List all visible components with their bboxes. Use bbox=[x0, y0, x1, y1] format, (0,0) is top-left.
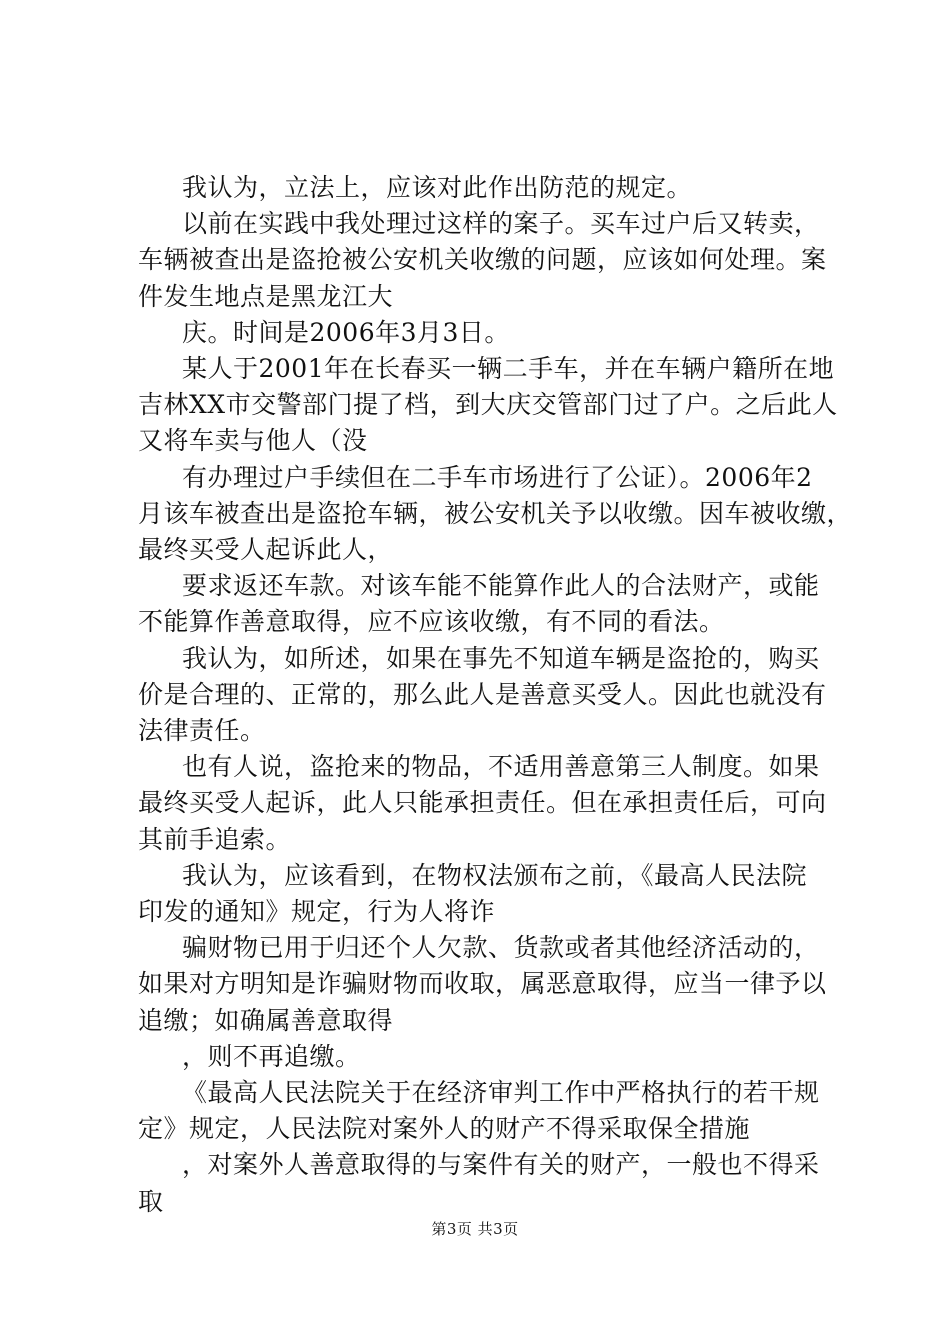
text-line: 件发生地点是黑龙江大 bbox=[138, 281, 394, 311]
paragraph bbox=[138, 315, 838, 351]
text-line: 我认为，立法上，应该对此作出防范的规定。 bbox=[182, 173, 693, 202]
text-line: 追缴；如确属善意取得 bbox=[138, 1005, 394, 1035]
text-line: 法律责任。 bbox=[138, 716, 266, 746]
text-line: 以前在实践中我处理过这样的案子。买车过户后又转卖， bbox=[182, 209, 820, 239]
document-body bbox=[138, 170, 853, 1220]
text-line: 印发的通知》规定，行为人将诈 bbox=[138, 897, 496, 927]
paragraph bbox=[138, 1039, 838, 1075]
paragraph bbox=[138, 858, 838, 930]
paragraph bbox=[138, 1147, 838, 1219]
text-line: 《最高人民法院关于在经济审判工作中严格执行的若干规 bbox=[182, 1078, 820, 1108]
text-line: 车辆被查出是盗抢被公安机关收缴的问题，应该如何处理。案 bbox=[138, 245, 827, 275]
text-line: 取 bbox=[138, 1186, 164, 1216]
paragraph bbox=[138, 170, 838, 206]
text-line: 月该车被查出是盗抢车辆，被公安机关予以收缴。因车被收缴， bbox=[138, 498, 853, 528]
text-line: 最终买受人起诉，此人只能承担责任。但在承担责任后，可向 bbox=[138, 788, 827, 818]
text-line: 不能算作善意取得，应不应该收缴，有不同的看法。 bbox=[138, 607, 725, 637]
text-line: 我认为，应该看到，在物权法颁布之前，《最高人民法院 bbox=[182, 860, 808, 890]
text-line: ，对案外人善意取得的与案件有关的财产，一般也不得采 bbox=[182, 1150, 820, 1180]
paragraph bbox=[138, 641, 838, 750]
page-footer: 第3页 共3页 bbox=[431, 1220, 519, 1238]
paragraph bbox=[138, 460, 853, 569]
paragraph bbox=[138, 351, 838, 460]
text-line: 有办理过户手续但在二手车市场进行了公证）。2006年2 bbox=[182, 462, 813, 492]
paragraph bbox=[138, 206, 838, 315]
text-line: 某人于2001年在长春买一辆二手车，并在车辆户籍所在地 bbox=[182, 354, 835, 384]
text-line: 也有人说，盗抢来的物品，不适用善意第三人制度。如果 bbox=[182, 752, 820, 782]
text-line: 吉林XX市交警部门提了档，到大庆交管部门过了户。之后此人 bbox=[138, 390, 838, 420]
text-line: ，则不再追缴。 bbox=[182, 1041, 361, 1071]
text-line: 我认为，如所述，如果在事先不知道车辆是盗抢的，购买 bbox=[182, 643, 820, 673]
paragraph bbox=[138, 930, 838, 1039]
text-line: 最终买受人起诉此人， bbox=[138, 535, 394, 565]
text-line: 价是合理的、正常的，那么此人是善意买受人。因此也就没有 bbox=[138, 679, 827, 709]
paragraph bbox=[138, 1075, 838, 1147]
text-line: 如果对方明知是诈骗财物而收取，属恶意取得，应当一律予以 bbox=[138, 969, 827, 999]
text-line: 骗财物已用于归还个人欠款、货款或者其他经济活动的， bbox=[182, 933, 820, 963]
text-line: 定》规定，人民法院对案外人的财产不得采取保全措施 bbox=[138, 1114, 751, 1144]
text-line: 又将车卖与他人（没 bbox=[138, 426, 368, 456]
text-line: 其前手追索。 bbox=[138, 824, 292, 854]
text-line: 要求返还车款。对该车能不能算作此人的合法财产，或能 bbox=[182, 571, 820, 601]
paragraph bbox=[138, 749, 838, 858]
text-line: 庆。时间是2006年3月3日。 bbox=[182, 317, 510, 347]
paragraph bbox=[138, 568, 838, 640]
